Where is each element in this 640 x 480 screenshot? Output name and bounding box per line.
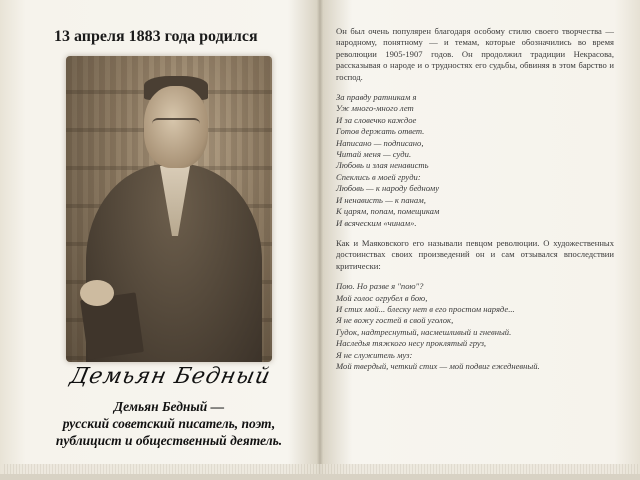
middle-paragraph: Как и Маяковского его называли певцом революции. О художественных достоинствах своих произведений он и сам отзывался впоследствии критически:: [336, 237, 614, 271]
poem-line: Мой голос огрубел в бою,: [336, 292, 428, 303]
intro-paragraph: Он был очень популярен благодаря особому стилю своего творчества — народному, понятному — и темам, которые обозначились во время революции 1905-1907 годов. Он продолжил традиции Некрасова, рассказывая о народе и о трудностях его судьбы, обвиняя в этом барство и господ.: [336, 26, 614, 82]
portrait-caption: [24, 398, 314, 449]
poem-line: Уж много-много лет: [336, 103, 414, 114]
portrait-glasses: [152, 118, 200, 132]
portrait-hand: [80, 280, 114, 306]
poem-line: К царям, попам, помещикам: [336, 206, 440, 217]
handwritten-signature: Демьян Бедный: [67, 364, 274, 389]
poem-line: Любовь и злая ненависть: [336, 160, 429, 171]
poem-line: Спеклись в моей груди:: [336, 171, 421, 182]
poem-line: Я не служитель муз:: [336, 349, 413, 360]
caption-line: публицист и общественный деятель.: [55, 433, 283, 448]
poem-line: Написано — подписано,: [336, 137, 424, 148]
poem-line: Мой твердый, четкий стих — мой подвиг ежедневный.: [336, 360, 540, 371]
poem-line: Гудок, надтреснутый, насмешливый и гневный.: [336, 326, 512, 337]
poem-line: И стих мой... блеску нет в его простом наряде...: [336, 303, 515, 314]
poem-line: Наследья тяжкого несу проклятый груз,: [336, 338, 487, 349]
page-heading: 13 апреля 1883 года родился: [54, 28, 258, 45]
portrait-photo: [66, 56, 272, 362]
caption-line: Демьян Бедный —: [113, 399, 225, 414]
poem-line: И ненависть — к панам,: [336, 194, 426, 205]
poem-line: За правду ратникам я: [336, 92, 417, 103]
poem-line: Я не вожу гостей в свой уголок,: [336, 315, 454, 326]
poem-line: Готов держать ответ.: [336, 126, 425, 137]
poem-line: И всяческим «чинам».: [336, 217, 417, 228]
poem-second: [336, 281, 614, 372]
poem-line: Пою. Но разве я "пою"?: [336, 281, 424, 292]
left-page: [14, 0, 314, 470]
poem-first: [336, 92, 614, 229]
caption-line: русский советский писатель, поэт,: [62, 416, 276, 431]
poem-line: Читай меня — суди.: [336, 149, 412, 160]
poem-line: Любовь — к народу бедному: [336, 183, 440, 194]
right-page: [336, 26, 614, 446]
poem-line: И за словечко каждое: [336, 114, 417, 125]
